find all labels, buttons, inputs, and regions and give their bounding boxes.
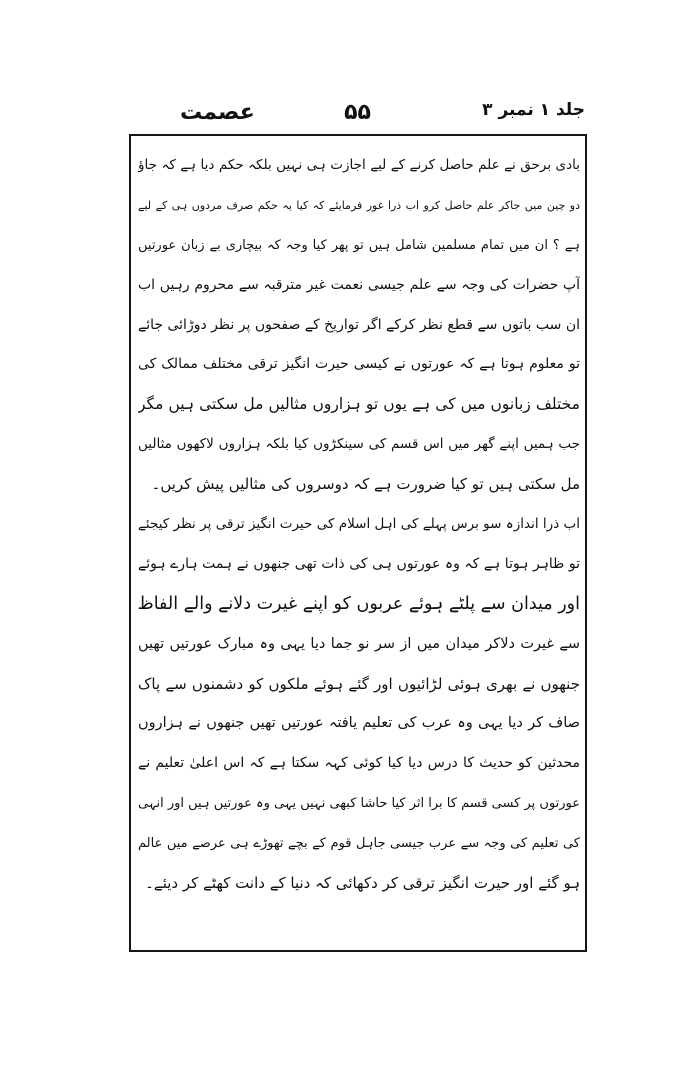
text-line: اب ذرا اندازہ سو برس پہلے کی اہل اسلام کی حیرت انگیز ترقی پر نظر کیجئے bbox=[138, 516, 580, 533]
text-line: دو چین میں جاکر علم حاصل کرو اب ذرا غور فرمایئے کہ کیا یہ حکم صرف مردوں ہی کے لیے bbox=[138, 198, 580, 212]
text-line: تو ظاہر ہوتا ہے کہ وہ عورتوں ہی کی ذات تھی جنھوں نے ہمت ہارے ہوئے bbox=[138, 555, 580, 572]
text-line: مختلف زبانوں میں کی ہے یوں تو ہزاروں مثالیں مل سکتی ہیں مگر bbox=[138, 395, 580, 414]
text-line: ہے ؟ ان میں تمام مسلمین شامل ہیں تو پھر کیا وجہ کہ بیچاری بے زبان عورتیں bbox=[138, 237, 580, 253]
text-line: ان سب باتوں سے قطع نظر کرکے اگر تواریخ کے صفحوں پر نظر دوڑائی جائے bbox=[138, 316, 580, 333]
text-line: آپ حضرات کی وجہ سے علم جیسی نعمت غیر مترقبہ سے محروم رہیں اب bbox=[138, 276, 580, 293]
text-line: محدثین کو حدیث کا درس دیا کیا کوئی کہہ سکتا ہے کہ اس اعلیٰ تعلیم نے bbox=[138, 755, 580, 772]
text-line: بادی برحق نے علم حاصل کرنے کے لیے اجازت ہی نہیں بلکہ حکم دیا ہے کہ جاؤ bbox=[138, 157, 580, 173]
text-line: سے غیرت دلاکر میدان میں از سر نو جما دیا یہی وہ مبارک عورتیں تھیں bbox=[138, 635, 580, 652]
page-header bbox=[130, 100, 585, 130]
volume-issue-label: جلد ۱ نمبر ۳ bbox=[482, 100, 585, 120]
body-text bbox=[138, 146, 580, 946]
text-line: جنھوں نے بھری ہوئی لڑائیوں اور گئے ہوئے ملکوں کو دشمنوں سے پاک bbox=[138, 674, 580, 693]
text-line: جب ہمیں اپنے گھر میں اس قسم کی سینکڑوں کیا بلکہ ہزاروں لاکھوں مثالیں bbox=[138, 436, 580, 453]
text-line: مل سکتی ہیں تو کیا ضرورت ہے کہ دوسروں کی مثالیں پیش کریں۔ bbox=[151, 475, 580, 494]
text-line: ہو گئے اور حیرت انگیز ترقی کر دکھائی کہ دنیا کے دانت کھٹے کر دیئے۔ bbox=[145, 874, 580, 893]
journal-title: عصمت bbox=[180, 100, 255, 125]
text-line: کی تعلیم کی وجہ سے عرب جیسی جاہل قوم کے بچے تھوڑے ہی عرصے میں عالم bbox=[138, 836, 580, 852]
text-line: اور میدان سے پلٹے ہوئے عربوں کو اپنے غیرت دلانے والے الفاظ bbox=[138, 593, 580, 614]
text-line: تو معلوم ہوتا ہے کہ عورتوں نے کیسی حیرت انگیز ترقی مختلف ممالک کی bbox=[138, 356, 580, 373]
page-number: ۵۵ bbox=[344, 100, 371, 125]
text-line: عورتوں پر کسی قسم کا برا اثر کیا حاشا کبھی نہیں یہی وہ عورتیں ہیں اور انہی bbox=[138, 796, 580, 812]
text-line: صاف کر دیا یہی وہ عرب کی تعلیم یافتہ عورتیں تھیں جنھوں نے ہزاروں bbox=[138, 715, 580, 732]
